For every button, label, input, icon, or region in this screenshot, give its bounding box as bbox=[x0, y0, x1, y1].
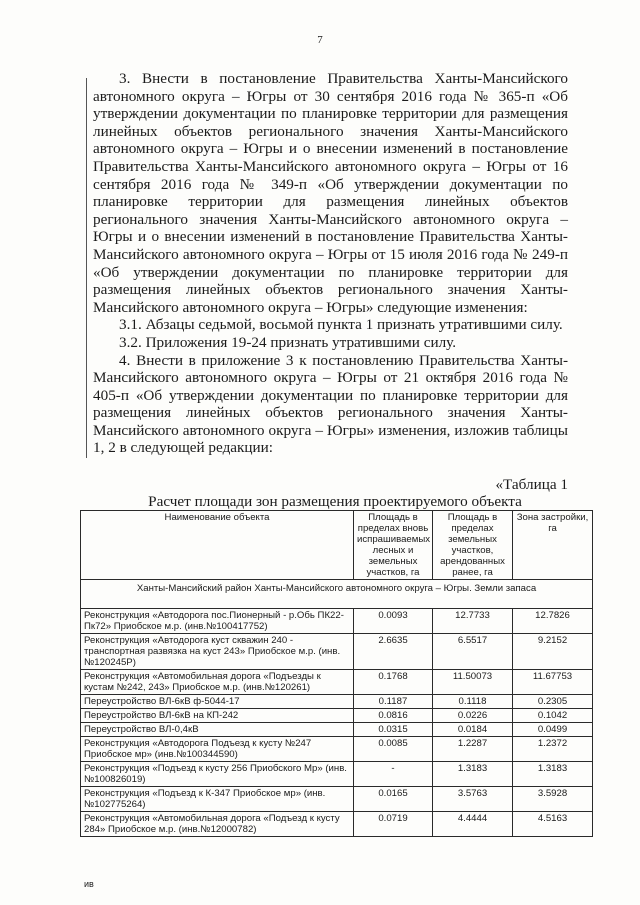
new-area-value: 0.0719 bbox=[354, 812, 433, 837]
object-name: Реконструкция «Автомобильная дорога «Подъезды к кустам №242, 243» Приобское м.р. (инв.№120261) bbox=[81, 670, 354, 695]
table-header-row bbox=[81, 511, 593, 580]
table-row bbox=[81, 609, 593, 634]
leased-area-value: 3.5763 bbox=[433, 787, 513, 812]
new-area-value: 0.1187 bbox=[354, 695, 433, 709]
new-area-value: 0.0165 bbox=[354, 787, 433, 812]
leased-area-value: 1.2287 bbox=[433, 737, 513, 762]
zone-area-value: 11.67753 bbox=[513, 670, 593, 695]
header-leased-area: Площадь в пределах земельных участков, арендованных ранее, га bbox=[433, 511, 513, 580]
paragraph-3-1: 3.1. Абзацы седьмой, восьмой пункта 1 признать утратившими силу. bbox=[119, 316, 563, 334]
table-title: Расчет площади зон размещения проектируемого объекта bbox=[148, 493, 522, 510]
zone-area-value: 0.0499 bbox=[513, 723, 593, 737]
table-section-row bbox=[81, 580, 593, 609]
table-row bbox=[81, 634, 593, 670]
body-text bbox=[93, 70, 568, 457]
table-row bbox=[81, 787, 593, 812]
leased-area-value: 6.5517 bbox=[433, 634, 513, 670]
table-row bbox=[81, 812, 593, 837]
object-name: Реконструкция «Подъезд к К-347 Приобское мр» (инв.№102775264) bbox=[81, 787, 354, 812]
leased-area-value: 0.0184 bbox=[433, 723, 513, 737]
leased-area-value: 0.1118 bbox=[433, 695, 513, 709]
object-name: Реконструкция «Автомобильная дорога «Подъезд к кусту 284» Приобское м.р. (инв.№12000782) bbox=[81, 812, 354, 837]
zone-area-value: 4.5163 bbox=[513, 812, 593, 837]
table-row bbox=[81, 723, 593, 737]
zone-area-value: 0.2305 bbox=[513, 695, 593, 709]
header-object-name: Наименование объекта bbox=[81, 511, 354, 580]
header-new-area: Площадь в пределах вновь испрашиваемых лесных и земельных участков, га bbox=[354, 511, 433, 580]
new-area-value: 0.0315 bbox=[354, 723, 433, 737]
zone-area-value: 1.3183 bbox=[513, 762, 593, 787]
new-area-value: 2.6635 bbox=[354, 634, 433, 670]
table-caption: «Таблица 1 bbox=[495, 476, 568, 493]
zone-area-value: 0.1042 bbox=[513, 709, 593, 723]
new-area-value: 0.0085 bbox=[354, 737, 433, 762]
table-row bbox=[81, 695, 593, 709]
new-area-value: - bbox=[354, 762, 433, 787]
zone-area-value: 12.7826 bbox=[513, 609, 593, 634]
object-name: Переустройство ВЛ-6кВ ф-5044-17 bbox=[81, 695, 354, 709]
paragraph-3-2: 3.2. Приложения 19-24 признать утратившими силу. bbox=[119, 333, 457, 351]
object-name: Реконструкция «Автодорога пос.Пионерный - р.Обь ПК22-Пк72» Приобское м.р. (инв.№100417752) bbox=[81, 609, 354, 634]
page-number: 7 bbox=[317, 34, 323, 46]
leased-area-value: 0.0226 bbox=[433, 709, 513, 723]
paragraph-4: 4. Внести в приложение 3 к постановлению Правительства Ханты-Мансийского автономного округа – Югры от 21 октября 2016 года № 405-п «Об утверждении документации по планировке территории для размещения линейных объектов регионального значения Ханты-Мансийского автономного округа – Югры» изменения, изложив таблицы 1, 2 в следующей редакции: bbox=[93, 351, 568, 457]
table-row bbox=[81, 737, 593, 762]
table-row bbox=[81, 709, 593, 723]
footer-initials: ив bbox=[84, 879, 94, 889]
zone-area-value: 1.2372 bbox=[513, 737, 593, 762]
area-calculation-table bbox=[80, 510, 593, 837]
object-name: Реконструкция «Автодорога Подъезд к кусту №247 Приобское мр» (инв.№100344590) bbox=[81, 737, 354, 762]
object-name: Реконструкция «Автодорога куст скважин 240 - транспортная развязка на куст 243» Приобское м.р. (инв.№120245Р) bbox=[81, 634, 354, 670]
table-row bbox=[81, 762, 593, 787]
paragraph-3: 3. Внести в постановление Правительства Ханты-Мансийского автономного округа – Югры от 30 сентября 2016 года № 365-п «Об утверждении документации по планировке территории для размещения линейных объектов регионального значения Ханты-Мансийского автономного округа – Югры и о внесении изменений в постановление Правительства Ханты-Мансийского автономного округа – Югры от 16 сентября 2016 года № 349-п «Об утверждении документации по планировке территории для размещения линейных объектов регионального значения Ханты-Мансийского автономного округа – Югры и о внесении изменений в постановление Правительства Ханты-Мансийского автономного округа – Югры от 15 июля 2016 года № 249-п «Об утверждении документации по планировке территории для размещения линейных объектов регионального значения Ханты-Мансийского автономного округа – Югры» следующие изменения: bbox=[93, 70, 568, 316]
leased-area-value: 11.50073 bbox=[433, 670, 513, 695]
leased-area-value: 1.3183 bbox=[433, 762, 513, 787]
leased-area-value: 4.4444 bbox=[433, 812, 513, 837]
header-zone-area: Зона застройки, га bbox=[513, 511, 593, 580]
table-row bbox=[81, 670, 593, 695]
scan-artifact-line bbox=[86, 78, 87, 458]
new-area-value: 0.0816 bbox=[354, 709, 433, 723]
zone-area-value: 9.2152 bbox=[513, 634, 593, 670]
table-section-label: Ханты-Мансийский район Ханты-Мансийского автономного округа – Югры. Земли запаса bbox=[81, 580, 593, 609]
new-area-value: 0.0093 bbox=[354, 609, 433, 634]
object-name: Переустройство ВЛ-6кВ на КП-242 bbox=[81, 709, 354, 723]
object-name: Переустройство ВЛ-0,4кВ bbox=[81, 723, 354, 737]
object-name: Реконструкция «Подъезд к кусту 256 Приобского Мр» (инв.№100826019) bbox=[81, 762, 354, 787]
leased-area-value: 12.7733 bbox=[433, 609, 513, 634]
zone-area-value: 3.5928 bbox=[513, 787, 593, 812]
new-area-value: 0.1768 bbox=[354, 670, 433, 695]
